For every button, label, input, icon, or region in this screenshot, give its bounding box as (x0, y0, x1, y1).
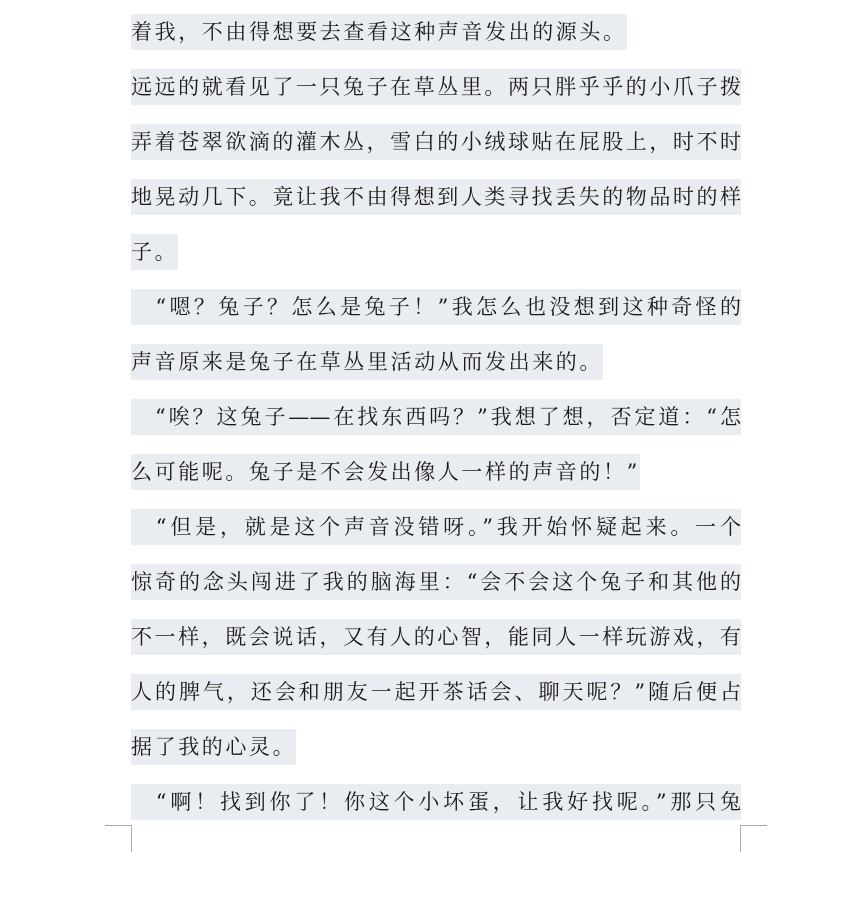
line-text: 着我，不由得想要去查看这种声音发出的源头。 (131, 14, 627, 50)
line-text: 么可能呢。兔子是不会发出像人一样的声音的！” (131, 454, 640, 490)
line-text: 弄着苍翠欲滴的灌木丛，雪白的小绒球贴在屁股上，时不时 (131, 124, 741, 160)
line-text: 据了我的心灵。 (131, 729, 296, 765)
text-line (131, 234, 741, 289)
line-text: “嗯？兔子？怎么是兔子！”我怎么也没想到这种奇怪的 (131, 289, 741, 325)
text-line (131, 124, 741, 179)
text-line (131, 674, 741, 729)
text-line (131, 509, 741, 564)
line-text: “但是，就是这个声音没错呀。”我开始怀疑起来。一个 (131, 509, 741, 545)
line-text: “啊！找到你了！你这个小坏蛋，让我好找呢。”那只兔 (131, 784, 741, 820)
text-line (131, 784, 741, 839)
text-line (131, 454, 741, 509)
page-margin-corner-right (740, 825, 767, 852)
line-text: 远远的就看见了一只兔子在草丛里。两只胖乎乎的小爪子拨 (131, 69, 741, 105)
line-text: 惊奇的念头闯进了我的脑海里：“会不会这个兔子和其他的 (131, 564, 741, 600)
text-line (131, 344, 741, 399)
text-line (131, 564, 741, 619)
line-text: 不一样，既会说话，又有人的心智，能同人一样玩游戏，有 (131, 619, 741, 655)
page-margin-corner-left (105, 825, 132, 852)
line-text: 子。 (131, 234, 178, 270)
text-line (131, 69, 741, 124)
line-text: 地晃动几下。竟让我不由得想到人类寻找丢失的物品时的样 (131, 179, 741, 215)
text-line (131, 619, 741, 674)
line-text: “唉？这兔子——在找东西吗？”我想了想，否定道：“怎 (131, 399, 741, 435)
text-line (131, 289, 741, 344)
line-text: 声音原来是兔子在草丛里活动从而发出来的。 (131, 344, 603, 380)
text-line (131, 729, 741, 784)
text-line (131, 14, 741, 69)
text-line (131, 399, 741, 454)
line-text: 人的脾气，还会和朋友一起开茶话会、聊天呢？”随后便占 (131, 674, 741, 710)
text-body (131, 14, 741, 839)
text-line (131, 179, 741, 234)
